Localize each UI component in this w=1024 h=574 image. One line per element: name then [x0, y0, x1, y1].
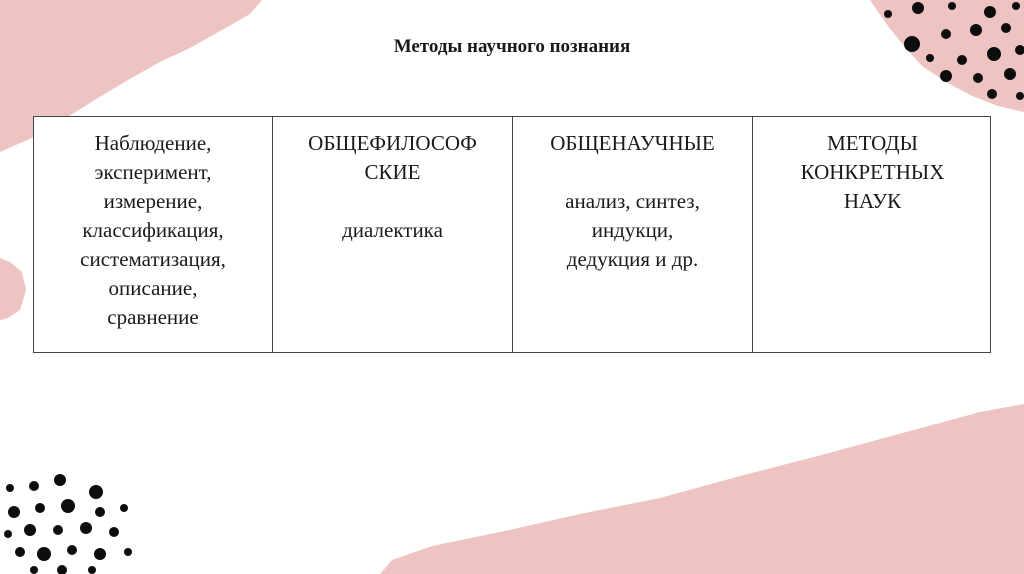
table-cell-general-philosophical	[273, 117, 513, 352]
cell-text-line: индукци,	[591, 218, 674, 242]
cell-text-line: диалектика	[342, 218, 443, 242]
cell-text-line: анализ, синтез,	[565, 189, 700, 213]
cell-text-line: дедукция и др.	[566, 247, 699, 271]
bottom-left-dots	[4, 474, 132, 574]
methods-table	[33, 116, 991, 353]
cell-heading-line: НАУК	[843, 189, 902, 213]
cell-text-line: измерение,	[103, 189, 203, 213]
cell-text-line: сравнение	[107, 305, 199, 329]
cell-spacer	[279, 187, 506, 216]
bottom-right-brush-stroke	[380, 404, 1024, 574]
table-cell-empirical-methods	[34, 117, 273, 352]
cell-heading-line: КОНКРЕТНЫХ	[800, 160, 945, 184]
cell-spacer	[519, 158, 746, 187]
slide-title: Методы научного познания	[393, 36, 631, 57]
table-cell-specific-sciences	[753, 117, 992, 352]
cell-heading-line: ОБЩЕФИЛОСОФ	[308, 131, 477, 155]
cell-text-line: описание,	[108, 276, 198, 300]
cell-text-line: Наблюдение,	[94, 131, 212, 155]
cell-heading-line: МЕТОДЫ	[827, 131, 918, 155]
cell-heading-line: СКИЕ	[364, 160, 421, 184]
cell-text-line: эксперимент,	[94, 160, 212, 184]
table-cell-general-scientific	[513, 117, 753, 352]
left-edge-brush-stroke	[0, 258, 26, 320]
cell-heading-line: ОБЩЕНАУЧНЫЕ	[550, 131, 715, 155]
cell-text-line: систематизация,	[80, 247, 226, 271]
cell-text-line: классификация,	[82, 218, 224, 242]
